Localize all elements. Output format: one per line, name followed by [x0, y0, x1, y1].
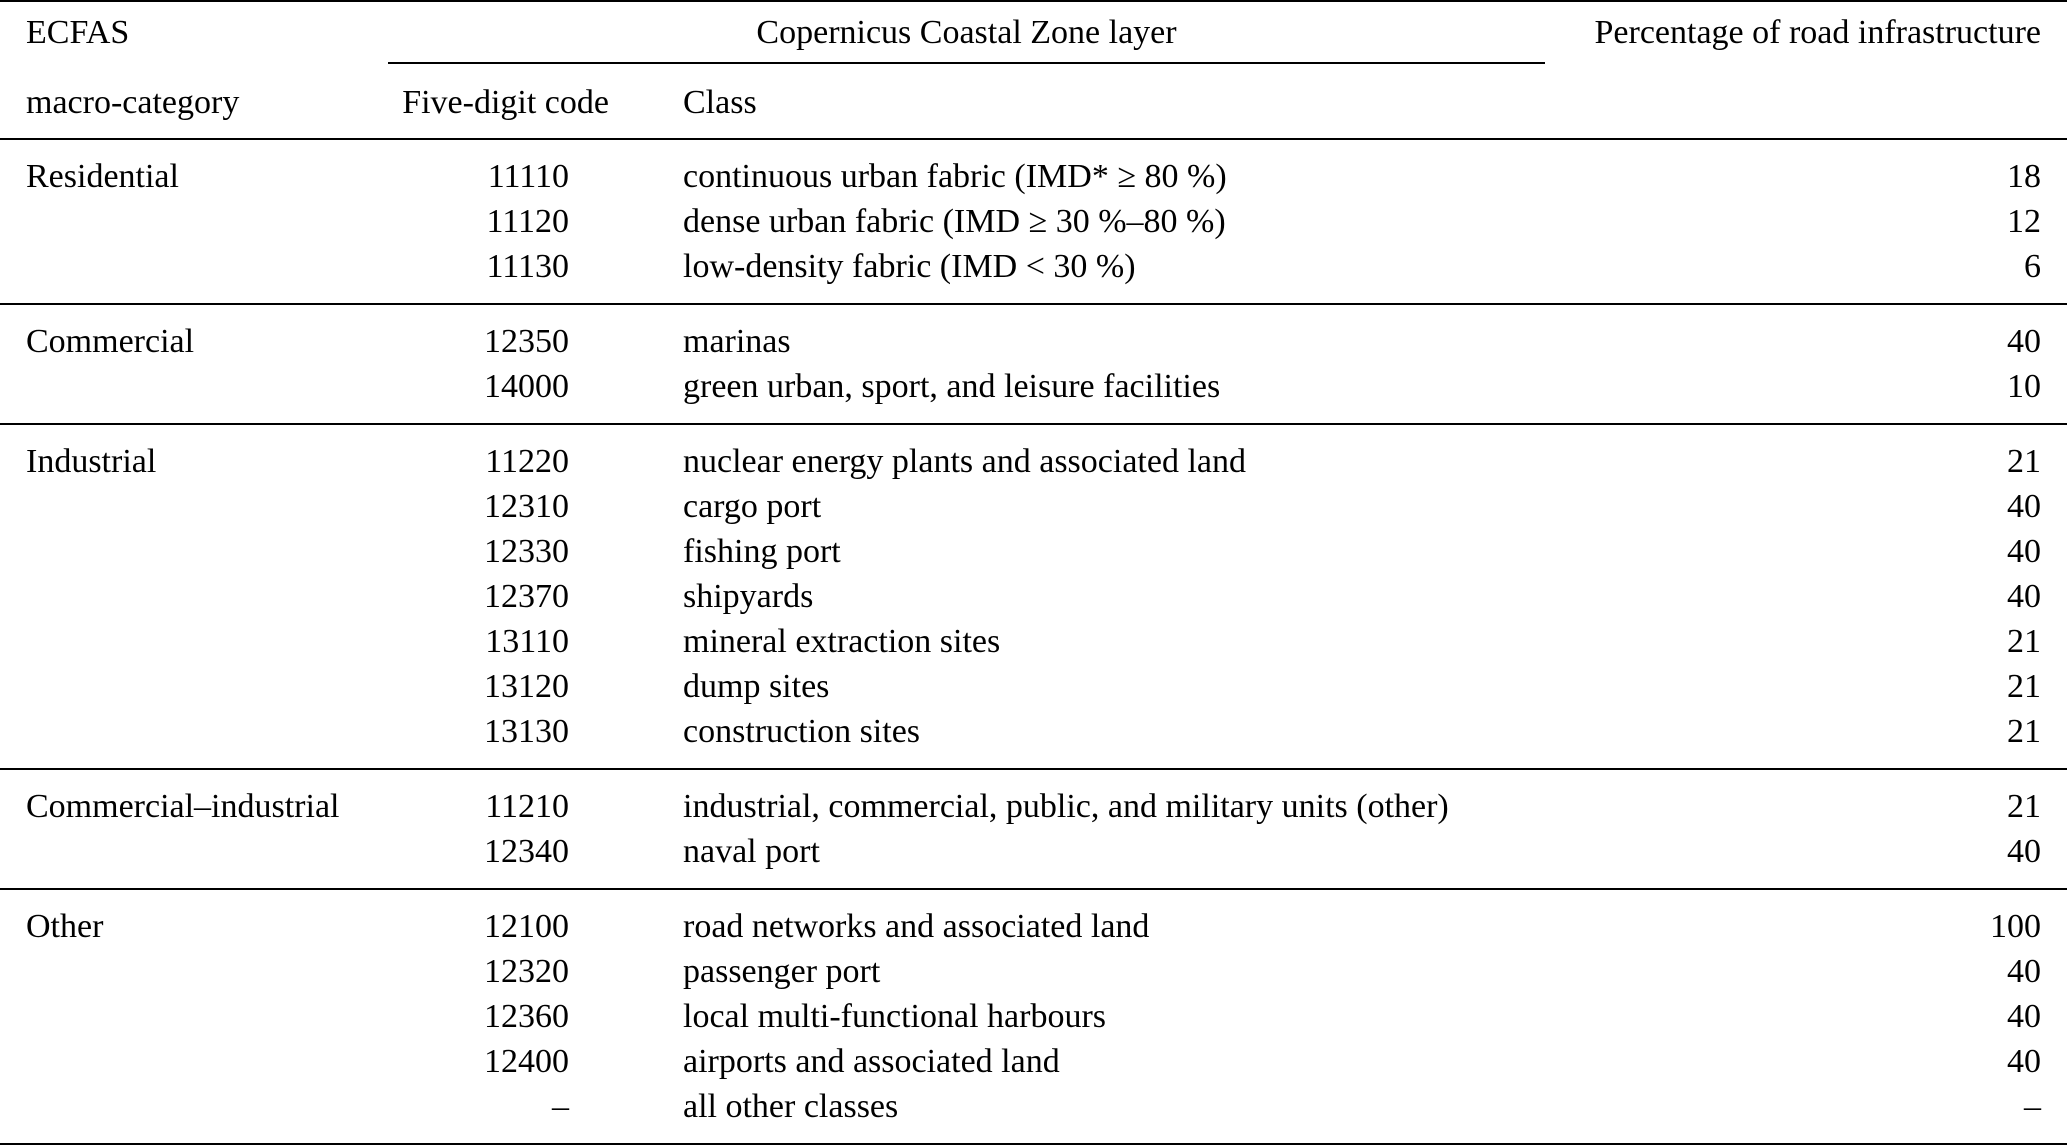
class-cell: road networks and associated land	[683, 908, 1150, 945]
macro-category-cell	[0, 364, 388, 424]
macro-category-cell	[0, 199, 388, 244]
percentage-cell: 10	[1545, 364, 2067, 424]
code-cell: 11220	[485, 443, 569, 480]
class-cell: local multi-functional harbours	[683, 998, 1106, 1035]
class-cell: all other classes	[665, 1084, 1545, 1144]
percentage-cell: 40	[2007, 323, 2041, 360]
class-cell: naval port	[665, 829, 1545, 889]
percentage-cell: 40	[2007, 488, 2041, 525]
table-row	[0, 994, 2067, 1039]
macro-category-cell	[0, 709, 388, 769]
code-cell: 12370	[484, 578, 569, 615]
class-cell: dump sites	[683, 668, 830, 705]
macro-category-cell	[0, 574, 388, 619]
macro-category-cell	[0, 994, 388, 1039]
table-row	[0, 1039, 2067, 1084]
table-row	[0, 664, 2067, 709]
macro-category-cell	[0, 1084, 388, 1144]
percentage-cell: 18	[2007, 158, 2041, 195]
macro-category-cell: Residential	[26, 158, 179, 195]
code-cell: 12330	[484, 533, 569, 570]
group-other	[0, 889, 2067, 1144]
class-cell: continuous urban fabric (IMD* ≥ 80 %)	[683, 158, 1227, 195]
code-cell: 12350	[484, 323, 569, 360]
code-cell: 12100	[484, 908, 569, 945]
macro-category-cell: Other	[26, 908, 104, 945]
percentage-cell: 21	[2007, 788, 2041, 825]
table-row	[0, 364, 2067, 424]
table-row	[0, 889, 2067, 949]
class-cell: shipyards	[683, 578, 814, 615]
header-class: Class	[665, 62, 1545, 139]
table-row	[0, 529, 2067, 574]
macro-category-cell: Industrial	[26, 443, 157, 480]
macro-category-cell	[0, 484, 388, 529]
class-cell: industrial, commercial, public, and military units (other)	[683, 788, 1449, 825]
macro-category-cell	[0, 1039, 388, 1084]
code-cell: 11120	[486, 203, 569, 240]
class-cell: dense urban fabric (IMD ≥ 30 %–80 %)	[683, 203, 1226, 240]
code-cell: –	[388, 1084, 665, 1144]
table-row	[0, 619, 2067, 664]
class-cell: airports and associated land	[683, 1043, 1060, 1080]
code-cell: 12400	[484, 1043, 569, 1080]
class-cell: fishing port	[683, 533, 841, 570]
table-row	[0, 769, 2067, 829]
class-cell: mineral extraction sites	[683, 623, 1001, 660]
percentage-cell: 100	[1990, 908, 2041, 945]
code-cell: 11210	[485, 788, 569, 825]
header-row-1	[0, 1, 2067, 62]
class-cell: cargo port	[683, 488, 822, 525]
table-row	[0, 304, 2067, 364]
code-cell: 12340	[388, 829, 665, 889]
code-cell: 12360	[484, 998, 569, 1035]
code-cell: 13120	[484, 668, 569, 705]
group-industrial	[0, 424, 2067, 769]
code-cell: 12320	[484, 953, 569, 990]
percentage-cell: 21	[2007, 668, 2041, 705]
code-cell: 11110	[487, 158, 569, 195]
code-cell: 12310	[484, 488, 569, 525]
class-cell: nuclear energy plants and associated land	[683, 443, 1246, 480]
code-cell: 13130	[388, 709, 665, 769]
percentage-cell: 12	[2007, 203, 2041, 240]
macro-category-cell	[0, 529, 388, 574]
class-cell: passenger port	[683, 953, 881, 990]
header-copernicus-group	[388, 1, 1545, 62]
class-cell: marinas	[683, 323, 791, 360]
group-commercial	[0, 304, 2067, 424]
code-cell: 14000	[388, 364, 665, 424]
header-macro-category: macro-category	[0, 62, 388, 139]
code-cell: 11130	[388, 244, 665, 304]
group-commercial-industrial	[0, 769, 2067, 889]
header-five-digit-code: Five-digit code	[388, 62, 665, 139]
header-ecfas: ECFAS	[0, 1, 388, 62]
header-percentage: Percentage of road infrastructure	[1545, 1, 2067, 62]
table-row	[0, 199, 2067, 244]
table-row	[0, 424, 2067, 484]
percentage-cell: 40	[2007, 578, 2041, 615]
class-cell: green urban, sport, and leisure facilities	[665, 364, 1545, 424]
macro-category-cell	[0, 244, 388, 304]
table-row	[0, 574, 2067, 619]
table-row	[0, 1084, 2067, 1144]
header-row-2	[0, 62, 2067, 139]
percentage-cell: 21	[2007, 443, 2041, 480]
percentage-cell: 6	[1545, 244, 2067, 304]
macro-category-cell	[0, 949, 388, 994]
table-row	[0, 949, 2067, 994]
class-cell: construction sites	[665, 709, 1545, 769]
table-row	[0, 829, 2067, 889]
table-row	[0, 139, 2067, 199]
macro-category-cell	[0, 619, 388, 664]
table-row	[0, 484, 2067, 529]
code-cell: 13110	[485, 623, 569, 660]
percentage-cell: 40	[2007, 1043, 2041, 1080]
macro-category-cell: Commercial–industrial	[26, 788, 340, 825]
percentage-cell: 40	[1545, 829, 2067, 889]
percentage-cell: 40	[2007, 998, 2041, 1035]
group-residential	[0, 139, 2067, 304]
header-copernicus-title: Copernicus Coastal Zone layer	[756, 14, 1177, 51]
header-empty	[1545, 62, 2067, 139]
table-header	[0, 1, 2067, 139]
copernicus-subrule	[388, 62, 1545, 64]
percentage-cell: –	[1545, 1084, 2067, 1144]
table-row	[0, 709, 2067, 769]
table-row	[0, 244, 2067, 304]
percentage-cell: 40	[2007, 953, 2041, 990]
macro-category-cell	[0, 664, 388, 709]
class-cell: low-density fabric (IMD < 30 %)	[665, 244, 1545, 304]
macro-category-cell: Commercial	[26, 323, 195, 360]
percentage-cell: 40	[2007, 533, 2041, 570]
percentage-cell: 21	[1545, 709, 2067, 769]
macro-category-cell	[0, 829, 388, 889]
percentage-cell: 21	[2007, 623, 2041, 660]
